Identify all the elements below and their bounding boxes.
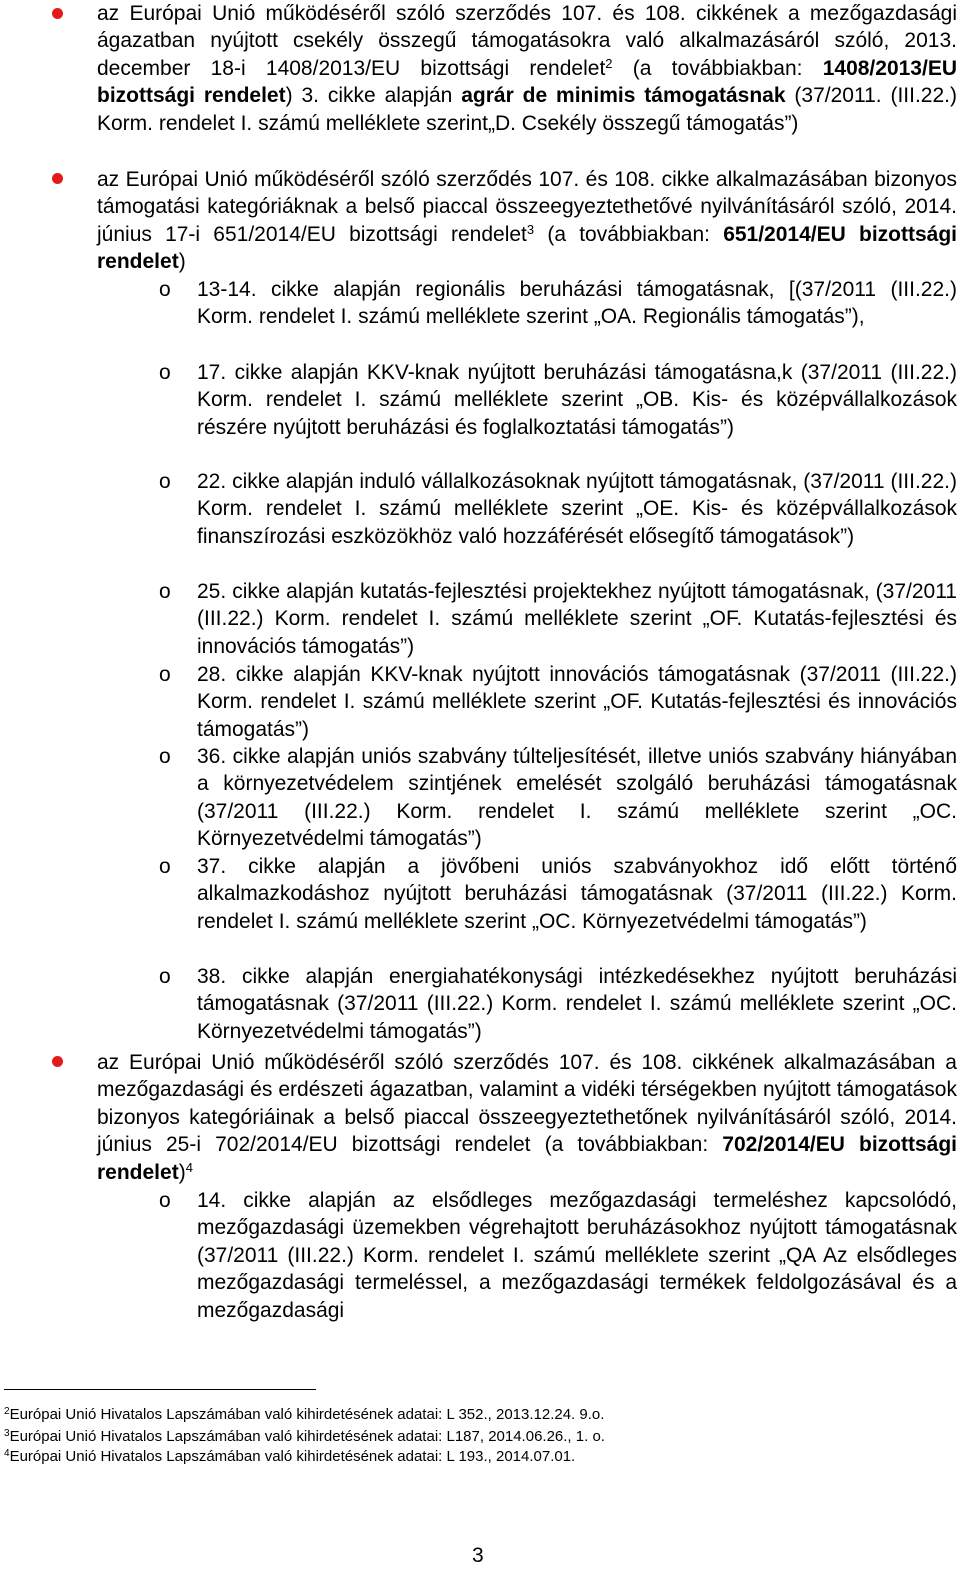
footnote-number: 3: [4, 1428, 10, 1439]
sub-item: 14. cikke alapján az elsődleges mezőgazdasági termeléshez kapcsolódó, mezőgazdasági üzemekben végrehajtott beruházásokhoz nyújtott támogatásnak (37/2011 (III.22.) Korm. rendelet I. számú melléklete szerint „QA Az elsődleges mezőgazdasági termeléssel, a mezőgazdasági termékek feldolgozásával és a mezőgazdasági: [197, 1189, 957, 1322]
sub-item: 36. cikke alapján uniós szabvány túlteljesítését, illetve uniós szabvány hiányában a környezetvédelem szintjének emelését szolgáló beruházási támogatásnak (37/2011 (III.22.) Korm. rendelet I. számú melléklete szerint „OC. Környezetvédelmi támogatás”): [197, 745, 957, 851]
bullet-item-1408-2013: [97, 0, 957, 137]
sub-item: 28. cikke alapján KKV-knak nyújtott innovációs támogatásnak (37/2011 (III.22.) Korm. rendelet I. számú melléklete szerint „OF. Kutatás-fejlesztési és innovációs támogatás”): [197, 663, 957, 741]
sub-item-marker: o: [159, 470, 171, 493]
bullet-text: az Európai Unió működéséről szóló szerződés 107. és 108. cikkének alkalmazásában a mezőgazdasági és erdészeti ágazatban, valamint a vidéki térségekben nyújtott támogatások bizonyos kategóriáinak a belső piaccal összeegyeztethetőnek nyilvánításáról szóló, 2014. június 25-i 702/2014/EU bizottsági rendelet (a továbbiakban:: [97, 1051, 957, 1157]
footnote-text: Európai Unió Hivatalos Lapszámában való kihirdetésének adatai: L 193., 2014.07.01.: [9, 1448, 576, 1465]
bullet-text: az Európai Unió működéséről szóló szerződés 107. és 108. cikke alkalmazásában bizonyos támogatási kategóriáknak a belső piaccal összeegyeztethetővé nyilvánításáról szóló, 2014. június 17-i 651/2014/EU bizottsági rendelet: [97, 168, 957, 246]
footnote-4: [4, 1447, 944, 1467]
bullet-text: ): [178, 250, 186, 274]
sub-item-marker: o: [159, 580, 171, 603]
footnote-separator: [4, 1389, 316, 1390]
page-number: 3: [472, 1544, 484, 1567]
sub-item: 13-14. cikke alapján regionális beruházási támogatásnak, [(37/2011 (III.22.) Korm. rendelet I. számú melléklete szerint „OA. Regionális támogatás”),: [197, 278, 957, 329]
bullet-text: az Európai Unió működéséről szóló szerződés 107. és 108. cikkének a mezőgazdasági ágazatban nyújtott csekély összegű támogatásokra való alkalmazásáról szóló, 2013. december 18-i 1408/2013/EU bizottsági rendelet: [97, 2, 957, 80]
sub-item: 25. cikke alapján kutatás-fejlesztési projektekhez nyújtott támogatásnak, (37/2011 (III.22.) Korm. rendelet I. számú melléklete szerint „OF. Kutatás-fejlesztési és innovációs támogatás”): [197, 580, 957, 658]
sub-item: 17. cikke alapján KKV-knak nyújtott beruházási támogatásna,k (37/2011 (III.22.) Korm. rendelet I. számú melléklete szerint „OB. Kis- és középvállalkozások részére nyújtott beruházási és foglalkoztatási támogatás”): [197, 361, 957, 439]
sub-item-marker: o: [159, 1189, 171, 1212]
bullet-text: (a továbbiakban:: [534, 222, 724, 246]
bullet-text: ) 3. cikke alapján: [285, 84, 462, 108]
sub-item-marker: o: [159, 663, 171, 686]
bullet-marker: [52, 1056, 63, 1067]
sub-item-marker: o: [159, 855, 171, 878]
sub-item: 38. cikke alapján energiahatékonysági intézkedésekhez nyújtott beruházási támogatásnak (37/2011 (III.22.) Korm. rendelet I. számú melléklete szerint „OC. Környezetvédelmi támogatás”): [197, 965, 957, 1043]
footnote-text: Európai Unió Hivatalos Lapszámában való kihirdetésének adatai: L187, 2014.06.26., 1. o.: [9, 1428, 605, 1445]
regulation-short-name: 702/2014/EU bizottsági rendelet: [97, 1133, 957, 1184]
bullet-text: (37/2011. (III.22.) Korm. rendelet I. számú melléklete szerint„D. Csekély összegű támogatás”): [97, 84, 957, 135]
footnote-number: 2: [4, 1406, 10, 1417]
footnote-ref-2[interactable]: 2: [605, 55, 613, 71]
sub-item: 37. cikke alapján a jövőbeni uniós szabványokhoz idő előtt történő alkalmazkodáshoz nyújtott beruházási támogatásnak (37/2011 (III.22.) Korm. rendelet I. számú melléklete szerint „OC. Környezetvédelmi támogatás”): [197, 855, 957, 933]
sub-item: 22. cikke alapján induló vállalkozásoknak nyújtott támogatásnak, (37/2011 (III.22.) Korm. rendelet I. számú melléklete szerint „OE. Kis- és középvállalkozások finanszírozási eszközökhöz való hozzáférését elősegítő támogatások”): [197, 470, 957, 548]
bullet-item-702-2014: [97, 1049, 957, 1186]
footnote-number: 4: [4, 1448, 10, 1459]
footnote-2: [4, 1405, 944, 1425]
footnote-ref-3[interactable]: 3: [526, 221, 535, 237]
regulation-short-name: 1408/2013/EU bizottsági rendelet: [97, 56, 957, 108]
sub-item-marker: o: [159, 965, 171, 988]
bullet-item-651-2014: [97, 166, 957, 276]
footnote-3: [4, 1427, 944, 1447]
bullet-text: (a továbbiakban:: [612, 56, 823, 80]
sub-item-marker: o: [159, 745, 171, 768]
footnote-ref-4[interactable]: 4: [185, 1159, 193, 1175]
bullet-marker: [52, 8, 63, 19]
bullet-marker: [52, 173, 63, 184]
footnote-text: Európai Unió Hivatalos Lapszámában való kihirdetésének adatai: L 352., 2013.12.24. 9.o.: [9, 1406, 605, 1423]
sub-item-marker: o: [159, 278, 171, 301]
regulation-short-name: 651/2014/EU bizottsági rendelet: [97, 222, 957, 274]
sub-item-marker: o: [159, 361, 171, 384]
bullet-text: ): [178, 1160, 186, 1184]
aid-type-name: agrár de minimis támogatásnak: [461, 84, 786, 108]
